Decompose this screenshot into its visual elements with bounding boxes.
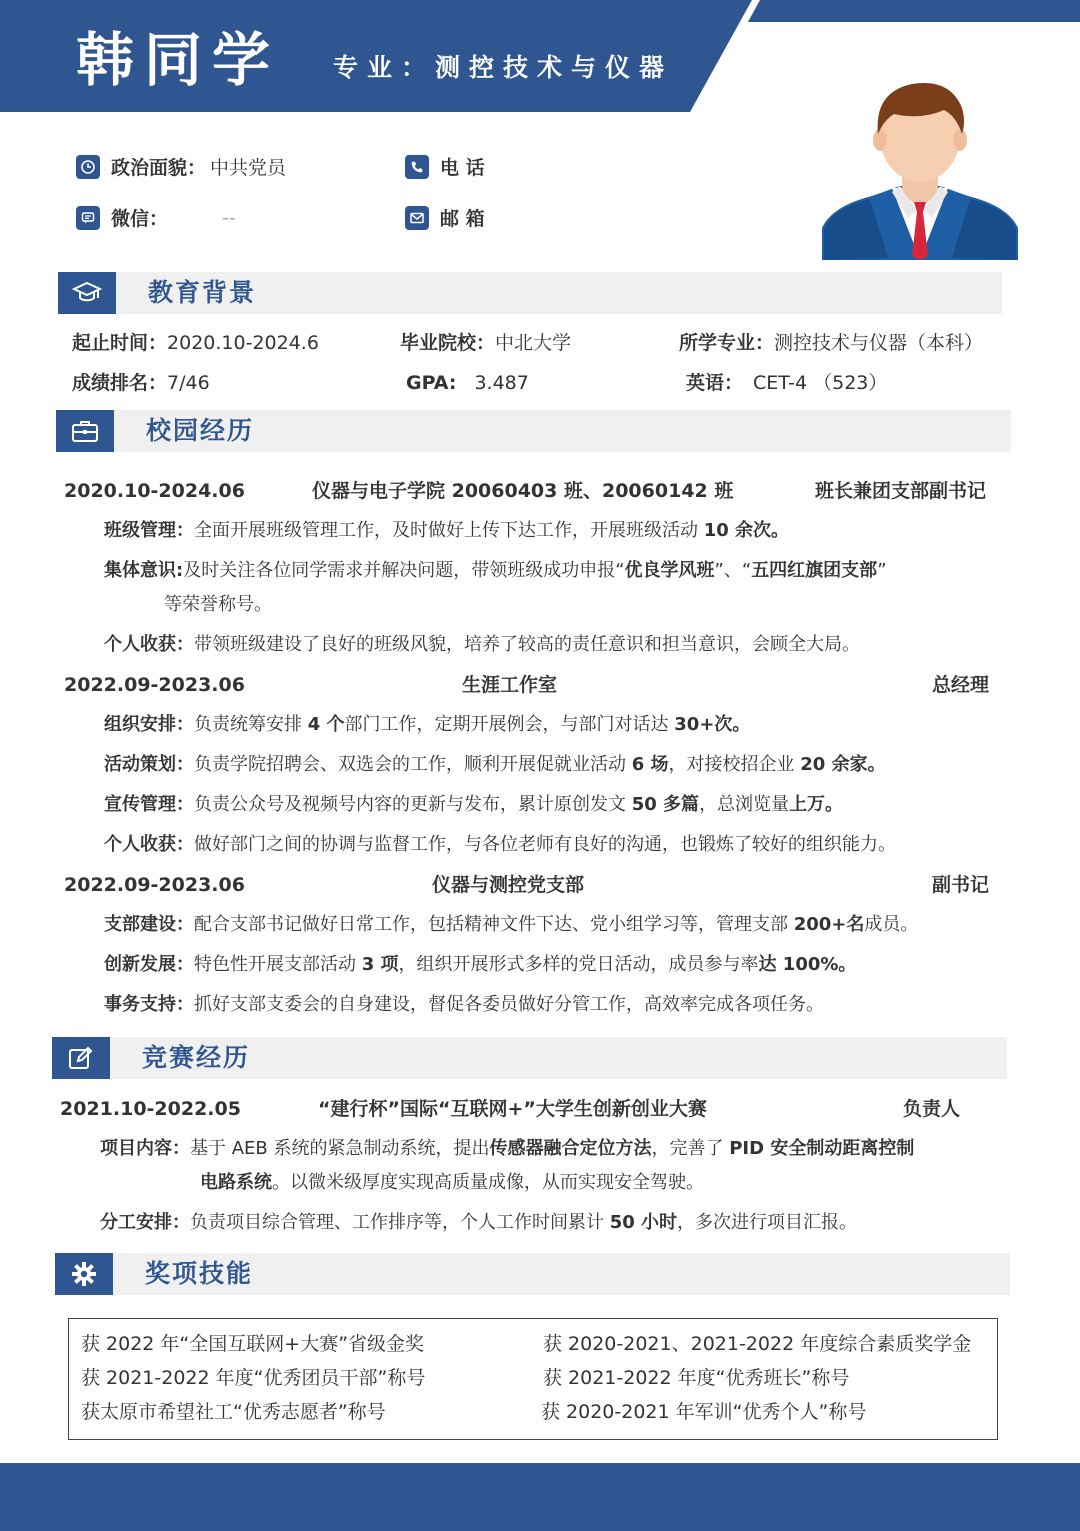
- award-item: 获太原市希望社工“优秀志愿者”称号: [81, 1401, 386, 1423]
- email: [405, 204, 489, 231]
- section-title: 校园经历: [146, 416, 255, 445]
- section-competition: [52, 1037, 1007, 1079]
- award-item: 获 2020-2021 年军训“优秀个人”称号: [541, 1401, 867, 1423]
- entry-role: 总经理: [932, 674, 990, 696]
- list-item: 个人收获：带领班级建设了良好的班级风貌，培养了较高的责任意识和担当意识，会顾全大局。: [104, 634, 860, 655]
- list-item: 活动策划：负责学院招聘会、双选会的工作，顺利开展促就业活动 6 场，对接校招企业 20 余家。: [104, 754, 886, 775]
- footer-band: [0, 1463, 1080, 1531]
- list-item: 事务支持：抓好支部支委会的自身建设，督促各委员做好分管工作，高效率完成各项任务。: [104, 994, 824, 1015]
- political-value: 中共党员: [210, 157, 287, 179]
- section-campus: [56, 410, 1011, 452]
- award-item: 获 2020-2021、2021-2022 年度综合素质奖学金: [543, 1333, 972, 1355]
- edu-gpa: GPA: 3.487: [406, 372, 529, 394]
- edu-school: 毕业院校：中北大学: [400, 332, 572, 354]
- edu-period: 起止时间：2020.10-2024.6: [72, 332, 319, 354]
- list-item: 班级管理：全面开展班级管理工作，及时做好上传下达工作，开展班级活动 10 余次。: [104, 520, 790, 541]
- phone-label: 电 话: [440, 157, 485, 179]
- graduation-cap-icon: [58, 272, 116, 314]
- edu-english: 英语： CET-4 （523）: [686, 372, 888, 394]
- briefcase-icon: [56, 410, 114, 452]
- list-item: 支部建设：配合支部书记做好日常工作，包括精神文件下达、党小组学习等，管理支部 200+名成员。: [104, 914, 919, 935]
- list-item: 组织安排：负责统筹安排 4 个部门工作，定期开展例会，与部门对话达 30+次。: [104, 714, 751, 735]
- entry-role: 班长兼团支部副书记: [815, 480, 987, 502]
- award-item: 获 2021-2022 年度“优秀团员干部”称号: [81, 1367, 426, 1389]
- award-item: 获 2021-2022 年度“优秀班长”称号: [543, 1367, 850, 1389]
- phone-icon: [405, 155, 429, 179]
- list-item: 宣传管理：负责公众号及视频号内容的更新与发布，累计原创发文 50 多篇，总浏览量上万。: [104, 794, 844, 815]
- entry-role: 负责人: [903, 1098, 961, 1120]
- section-title: 竞赛经历: [142, 1043, 251, 1072]
- edit-icon: [52, 1037, 110, 1079]
- list-item-continued: 电路系统。以微米级厚度实现高质量成像，从而实现安全驾驶。: [200, 1172, 704, 1193]
- phone: [405, 153, 489, 180]
- awards-box: [68, 1318, 998, 1440]
- entry-org: 仪器与测控党支部: [432, 874, 585, 896]
- gear-icon: [55, 1253, 113, 1295]
- email-label: 邮 箱: [440, 208, 485, 230]
- list-item: 个人收获：做好部门之间的协调与监督工作，与各位老师有良好的沟通，也锻炼了较好的组织能力。: [104, 834, 896, 855]
- edu-rank: 成绩排名：7/46: [72, 372, 210, 394]
- political-status: [76, 153, 286, 180]
- mail-icon: [405, 206, 429, 230]
- political-label: 政治面貌：: [111, 157, 207, 179]
- list-item-continued: 等荣誉称号。: [164, 594, 272, 615]
- wechat-label: 微信：: [111, 208, 169, 230]
- entry-role: 副书记: [932, 874, 990, 896]
- section-education: [58, 272, 1002, 314]
- avatar: [822, 78, 1018, 260]
- major-title: 专业：测控技术与仪器: [333, 53, 674, 82]
- entry-org: “建行杯”国际“互联网+”大学生创新创业大赛: [318, 1098, 707, 1120]
- candidate-name: 韩同学: [76, 26, 281, 94]
- entry-date: 2022.09-2023.06: [64, 874, 245, 896]
- list-item: 分工安排：负责项目综合管理、工作排序等，个人工作时间累计 50 小时，多次进行项目汇报。: [100, 1212, 858, 1233]
- entry-date: 2022.09-2023.06: [64, 674, 245, 696]
- entry-date: 2021.10-2022.05: [60, 1098, 241, 1120]
- wechat-value: --: [222, 206, 236, 229]
- entry-date: 2020.10-2024.06: [64, 480, 245, 502]
- list-item: 项目内容：基于 AEB 系统的紧急制动系统，提出传感器融合定位方法，完善了 PID 安全制动距离控制: [100, 1138, 915, 1159]
- list-item: 集体意识:及时关注各位同学需求并解决问题，带领班级成功申报“优良学风班”、“五四红旗团支部”: [104, 560, 887, 581]
- section-title: 奖项技能: [145, 1259, 254, 1288]
- entry-org: 仪器与电子学院 20060403 班、20060142 班: [312, 480, 734, 502]
- section-title: 教育背景: [148, 278, 257, 307]
- wechat: [76, 204, 236, 231]
- edu-major: 所学专业：测控技术与仪器（本科）: [679, 332, 984, 354]
- award-item: 获 2022 年“全国互联网+大赛”省级金奖: [81, 1333, 425, 1355]
- wechat-icon: [76, 206, 100, 230]
- entry-org: 生涯工作室: [462, 674, 558, 696]
- clock-icon: [76, 155, 100, 179]
- section-awards: [55, 1253, 1010, 1295]
- list-item: 创新发展：特色性开展支部活动 3 项，组织开展形式多样的党日活动，成员参与率达 100%。: [104, 954, 857, 975]
